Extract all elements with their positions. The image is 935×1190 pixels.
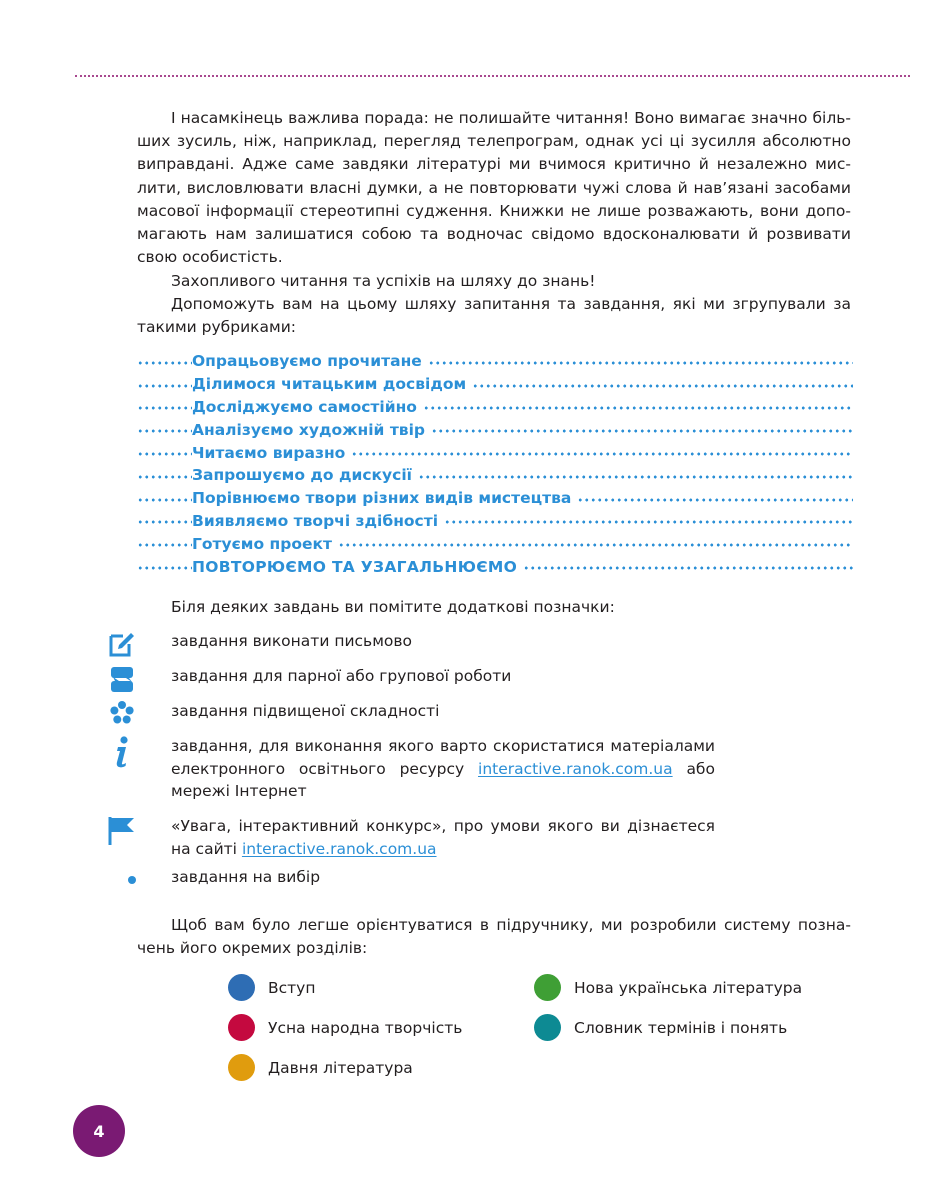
mark-text-part: завдання, для виконання якого варто скористатися матеріалами електронного освітнього ресурсу xyxy=(171,737,715,778)
mark-text-part: «Увага, інтерактивний конкурс», про умови якого ви дізнаєтеся на сайті xyxy=(171,817,715,858)
rubric-label: Запрошуємо до дискусії xyxy=(192,466,412,485)
rubric-label: Порівнюємо твори різних видів мистецтва xyxy=(192,489,572,508)
pencil-edit-icon xyxy=(105,630,139,658)
rubric-item xyxy=(137,418,853,441)
leader-dots xyxy=(137,566,192,570)
bullet-dot-icon xyxy=(105,874,139,886)
intro-paragraph-3: Допоможуть вам на цьому шляху запитання та завдання, які ми згрупували за такими рубриками: xyxy=(137,295,851,337)
section-color-dot xyxy=(228,974,255,1001)
rubric-item xyxy=(137,532,853,555)
rubric-label: Ділимося читацьким досвідом xyxy=(192,375,467,394)
leader-dots xyxy=(431,429,853,433)
asterisk-flower-icon xyxy=(105,700,139,726)
top-dotted-rule xyxy=(75,75,910,77)
leader-dots xyxy=(444,520,853,524)
resource-link[interactable]: interactive.ranok.com.ua xyxy=(478,759,673,778)
mark-text xyxy=(171,735,715,803)
leader-dots xyxy=(137,543,192,547)
mark-text: завдання виконати письмово xyxy=(171,632,412,650)
rubric-item xyxy=(137,555,853,578)
section-item-ancient xyxy=(228,1054,413,1081)
section-item-new-literature xyxy=(534,974,802,1001)
section-label: Нова українська література xyxy=(574,978,803,997)
section-color-dot xyxy=(534,1014,561,1041)
rubric-label: ПОВТОРЮЄМО ТА УЗАГАЛЬНЮЄМО xyxy=(192,557,518,576)
rubric-item xyxy=(137,464,853,487)
leader-dots xyxy=(137,384,192,388)
contest-link[interactable]: interactive.ranok.com.ua xyxy=(241,839,437,858)
flag-icon xyxy=(105,815,139,847)
page-number-badge: 4 xyxy=(73,1105,125,1157)
mark-text: завдання підвищеної складності xyxy=(171,702,440,720)
leader-dots xyxy=(418,475,853,479)
rubric-label: Читаємо виразно xyxy=(192,443,346,462)
leader-dots xyxy=(137,361,192,365)
rubric-item xyxy=(137,396,853,419)
mark-text-part: або мережі Інтернет xyxy=(171,759,715,800)
info-icon xyxy=(105,735,139,769)
mark-text xyxy=(171,815,715,860)
leader-dots xyxy=(472,384,853,388)
intro-paragraph-2: Захопливого читання та успіхів на шляху до знань! xyxy=(171,272,596,290)
intro-paragraph-1: І насамкінець важлива порада: не полишайте читання! Воно вимагає значно більших зусиль, ніж, наприклад, перегляд телепрограм, однак усі ці зусилля абсолютно виправдані. Адже саме завдяки літературі ми вчимося критично й незалежно мислити, висловлювати власні думки, а не повторювати чужі слова й нав’язані засобами масової інформації стереотипні судження. Книжки не лише розважають, вони допомагають нам залишатися собою та водночас свідомо вдосконалювати й розвивати свою особистість. xyxy=(137,109,851,267)
mark-text: завдання на вибір xyxy=(171,868,321,886)
rubric-item xyxy=(137,510,853,533)
sections-intro: Щоб вам було легше орієнтуватися в підручнику, ми розробили систему позначень його окремих розділів: xyxy=(137,916,851,958)
section-label: Давня література xyxy=(268,1058,413,1077)
leader-dots xyxy=(137,520,192,524)
rubric-item xyxy=(137,373,853,396)
leader-dots xyxy=(137,475,192,479)
section-label: Вступ xyxy=(268,978,316,997)
rubric-item xyxy=(137,350,853,373)
marks-intro: Біля деяких завдань ви помітите додаткові позначки: xyxy=(171,598,615,616)
speech-bubbles-icon xyxy=(105,665,139,695)
section-item-intro xyxy=(228,974,316,1001)
rubric-label: Готуємо проект xyxy=(192,534,332,553)
section-color-dot xyxy=(228,1054,255,1081)
leader-dots xyxy=(137,406,192,410)
section-item-glossary xyxy=(534,1014,787,1041)
section-item-folk xyxy=(228,1014,462,1041)
rubric-label: Досліджуємо самостійно xyxy=(192,397,417,416)
rubric-label: Аналізуємо художній твір xyxy=(192,420,426,439)
mark-text: завдання для парної або групової роботи xyxy=(171,667,512,685)
leader-dots xyxy=(137,429,192,433)
rubric-label: Опрацьовуємо прочитане xyxy=(192,352,422,371)
leader-dots xyxy=(423,406,853,410)
section-color-dot xyxy=(534,974,561,1001)
rubric-label: Виявляємо творчі здібності xyxy=(192,511,439,530)
section-label: Усна народна творчість xyxy=(268,1018,463,1037)
leader-dots xyxy=(137,498,192,502)
leader-dots xyxy=(351,452,853,456)
section-color-dot xyxy=(228,1014,255,1041)
rubric-item xyxy=(137,487,853,510)
leader-dots xyxy=(137,452,192,456)
leader-dots xyxy=(577,498,853,502)
rubric-list xyxy=(137,350,853,578)
leader-dots xyxy=(523,566,853,570)
leader-dots xyxy=(338,543,853,547)
leader-dots xyxy=(428,361,853,365)
section-label: Словник термінів і понять xyxy=(574,1018,788,1037)
rubric-item xyxy=(137,441,853,464)
